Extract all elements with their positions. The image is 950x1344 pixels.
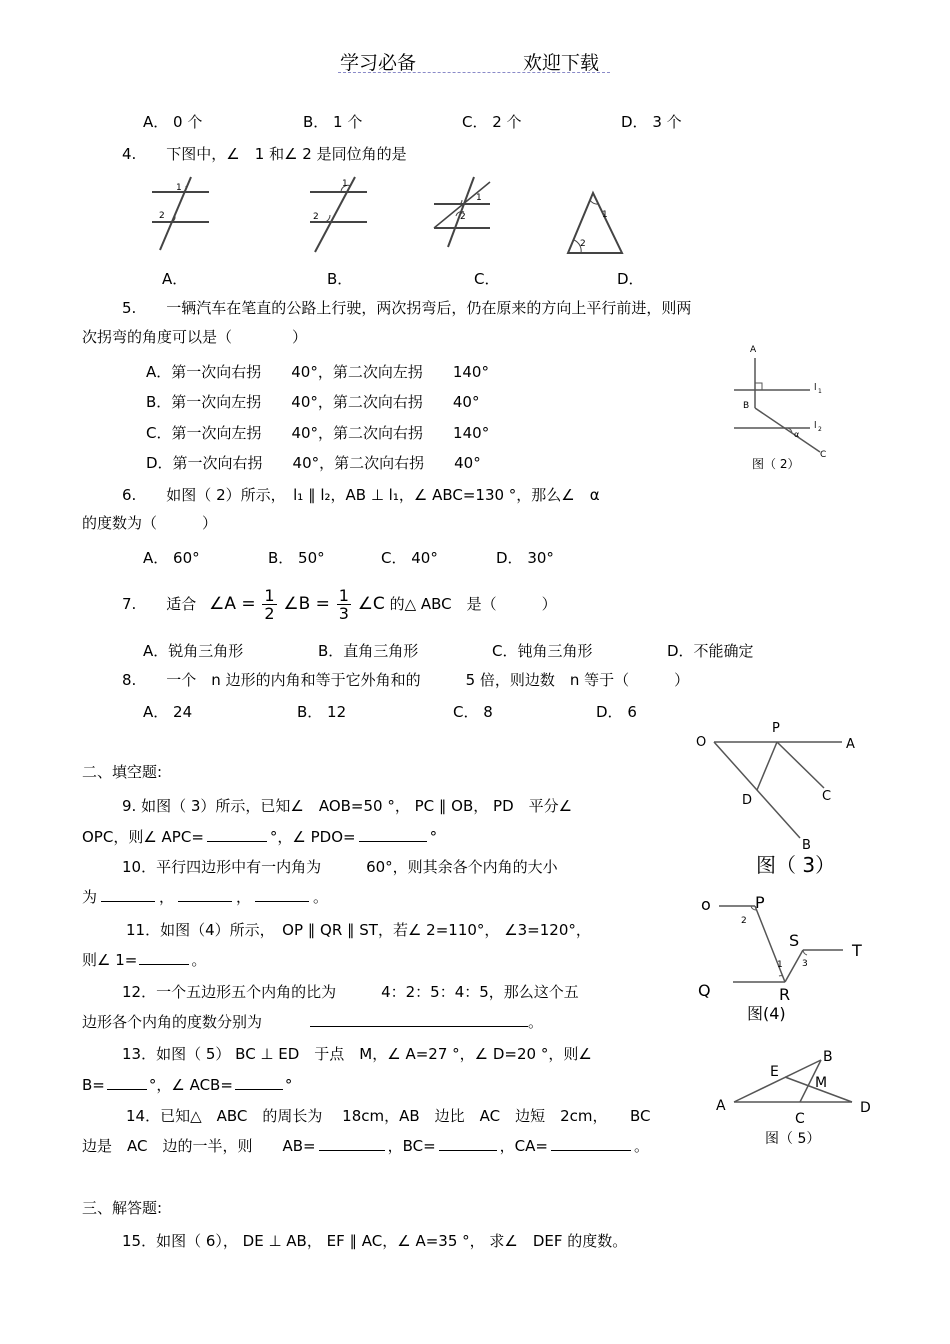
q8-option-a: A． 24	[143, 703, 193, 721]
q6-option-b: B． 50°	[268, 549, 325, 567]
figure-4-caption: 图(4)	[747, 1004, 786, 1023]
q9-stem-line1: 9. 如图（ 3）所示，已知∠ AOB=50 °， PC ∥ OB， PD 平分∠	[122, 797, 573, 815]
angle-1-label: 1	[342, 179, 348, 189]
q14-blank-bc[interactable]	[439, 1136, 497, 1151]
figure-2-caption: 图（ 2）	[752, 457, 800, 471]
figure-4	[695, 888, 870, 1026]
line-l1-label: l	[814, 383, 817, 393]
q13-blank-b[interactable]	[107, 1075, 147, 1090]
q13-stem-line2: B= °，∠ ACB= °	[82, 1076, 293, 1094]
point-p-label: P	[772, 721, 780, 736]
q5-stem-line2: 次拐弯的角度可以是（ ）	[82, 328, 308, 346]
svg-text:1: 1	[818, 388, 822, 395]
angle-2-label: 2	[741, 916, 747, 926]
figure-2	[730, 340, 835, 475]
point-o-label: o	[701, 895, 711, 914]
angle-2-label: 2	[580, 239, 586, 249]
q11-blank[interactable]	[139, 950, 189, 965]
q3-option-d: D． 3 个	[621, 113, 682, 131]
point-o-label: O	[696, 735, 707, 750]
q7-angle-b: ∠B =	[283, 594, 330, 614]
q14-stem-line2: 边是 AC 边的一半，则 AB= ，BC= ，CA= 。	[82, 1137, 649, 1155]
svg-text:2: 2	[818, 426, 822, 433]
q12-blank[interactable]	[310, 1012, 528, 1027]
angle-2-label: 2	[313, 212, 319, 222]
point-m-label: M	[815, 1075, 828, 1091]
q8-option-c: C． 8	[453, 703, 493, 721]
q12-stem-line1: 12．一个五边形五个内角的比为 4：2：5：4：5，那么这个五	[122, 983, 579, 1001]
point-a-label: A	[846, 737, 855, 752]
q10-stem-line2: 为 ， ， 。	[82, 888, 329, 906]
q4-option-b: B．	[327, 270, 353, 288]
angle-1-label: 1	[176, 183, 182, 193]
angle-1-label: 1	[602, 210, 608, 220]
q12-stem-line2: 边形各个内角的度数分别为 。	[82, 1013, 544, 1031]
q5-option-b: B．第一次向左拐 40°，第二次向右拐 40°	[146, 393, 480, 411]
q9-blank-pdo[interactable]	[359, 827, 427, 842]
point-b-label: B	[802, 838, 811, 853]
q15-stem: 15．如图（ 6）， DE ⊥ AB， EF ∥ AC，∠ A=35 °， 求∠ DEF 的度数。	[122, 1232, 628, 1250]
q13-blank-acb[interactable]	[235, 1075, 283, 1090]
angle-3-label: 3	[802, 959, 808, 969]
header-divider	[338, 72, 610, 73]
q4-option-a: A．	[162, 270, 188, 288]
q7-option-c: C．钝角三角形	[492, 642, 593, 660]
q5-option-d: D．第一次向右拐 40°，第二次向右拐 40°	[146, 454, 481, 472]
q7-option-b: B．直角三角形	[318, 642, 419, 660]
point-a-label: A	[750, 345, 757, 355]
q4-figure-d	[562, 186, 627, 258]
angle-2-label: 2	[460, 212, 466, 222]
q10-stem-line1: 10．平行四边形中有一内角为 60°，则其余各个内角的大小	[122, 858, 558, 876]
point-e-label: E	[770, 1064, 779, 1080]
point-s-label: S	[789, 931, 800, 950]
q6-stem-line1: 6. 如图（ 2）所示， l₁ ∥ l₂，AB ⊥ l₁，∠ ABC=130 °，那么∠ α	[122, 486, 600, 504]
q3-option-b: B． 1 个	[303, 113, 363, 131]
q14-blank-ab[interactable]	[319, 1136, 385, 1151]
q4-stem: 4. 下图中，∠ 1 和∠ 2 是同位角的是	[122, 145, 407, 163]
angle-alpha-label: α	[794, 430, 800, 439]
q10-blank-2[interactable]	[178, 887, 232, 902]
q8-stem: 8. 一个 n 边形的内角和等于它外角和的 5 倍，则边数 n 等于（ ）	[122, 671, 690, 689]
q7-option-d: D．不能确定	[667, 642, 754, 660]
header-right: 欢迎下载	[523, 52, 600, 74]
figure-5	[710, 1044, 880, 1154]
q4-option-d: D．	[617, 270, 644, 288]
q7-angle-a: ∠A =	[209, 594, 256, 614]
q7-option-a: A．锐角三角形	[143, 642, 244, 660]
figure-5-caption: 图（ 5）	[765, 1131, 821, 1147]
point-b-label: B	[823, 1049, 833, 1065]
q7-stem: 7. 适合 ∠A = $\frac{1}{2}$ ∠B = $\frac{1}{3}$ ∠C 的△ ABC 是（ ）	[122, 586, 557, 623]
point-q-label: Q	[698, 981, 711, 1000]
header-left: 学习必备	[340, 52, 417, 74]
angle-1-label: 1	[476, 193, 482, 203]
q6-option-c: C． 40°	[381, 549, 438, 567]
section-2-heading: 二、填空题:	[82, 763, 163, 781]
q5-option-c: C．第一次向左拐 40°，第二次向右拐 140°	[146, 424, 490, 442]
angle-2-label: 2	[159, 211, 165, 221]
point-c-label: C	[795, 1111, 805, 1127]
point-p-label: P	[755, 893, 765, 912]
q6-stem-line2: 的度数为（ ）	[82, 514, 218, 532]
q3-option-c: C． 2 个	[462, 113, 522, 131]
q10-blank-1[interactable]	[101, 887, 155, 902]
q6-option-d: D． 30°	[496, 549, 554, 567]
point-d-label: D	[742, 793, 753, 808]
q4-figure-b	[305, 172, 375, 257]
q5-option-a: A．第一次向右拐 40°，第二次向左拐 140°	[146, 363, 489, 381]
q4-figure-a	[145, 172, 215, 257]
q11-stem-line1: 11．如图（4）所示， OP ∥ QR ∥ ST，若∠ 2=110°， ∠3=120°，	[126, 921, 591, 939]
q10-blank-3[interactable]	[255, 887, 309, 902]
q3-option-a: A． 0 个	[143, 113, 203, 131]
angle-1-label: 1	[777, 960, 783, 970]
q9-stem-line2: OPC，则∠ APC= °，∠ PDO= °	[82, 828, 438, 846]
section-3-heading: 三、解答题:	[82, 1199, 163, 1217]
point-r-label: R	[779, 985, 791, 1004]
q14-blank-ca[interactable]	[551, 1136, 631, 1151]
point-t-label: T	[852, 941, 862, 960]
q4-figure-c	[430, 172, 495, 257]
q7-fraction-third: $\frac{1}{3}$	[338, 586, 349, 623]
q4-option-c: C．	[474, 270, 500, 288]
q9-blank-apc[interactable]	[207, 827, 267, 842]
point-c-label: C	[820, 450, 827, 460]
figure-3-caption: 图（ 3）	[756, 853, 836, 877]
point-b-label: B	[743, 401, 750, 411]
q8-option-d: D． 6	[596, 703, 637, 721]
q8-option-b: B． 12	[297, 703, 347, 721]
point-d-label: D	[860, 1100, 871, 1116]
q6-option-a: A． 60°	[143, 549, 200, 567]
figure-3	[690, 718, 865, 883]
q7-fraction-half: $\frac{1}{2}$	[264, 586, 275, 623]
q5-stem-line1: 5. 一辆汽车在笔直的公路上行驶，两次拐弯后，仍在原来的方向上平行前进，则两	[122, 299, 692, 317]
q11-stem-line2: 则∠ 1= 。	[82, 951, 207, 969]
q13-stem-line1: 13．如图（ 5） BC ⊥ ED 于点 M，∠ A=27 °，∠ D=20 °，则∠	[122, 1045, 592, 1063]
q7-angle-c: ∠C	[357, 594, 385, 614]
q14-stem-line1: 14．已知△ ABC 的周长为 18cm，AB 边比 AC 边短 2cm， BC	[126, 1107, 651, 1125]
point-c-label: C	[822, 789, 832, 804]
point-a-label: A	[716, 1098, 726, 1114]
line-l2-label: l	[814, 421, 817, 431]
